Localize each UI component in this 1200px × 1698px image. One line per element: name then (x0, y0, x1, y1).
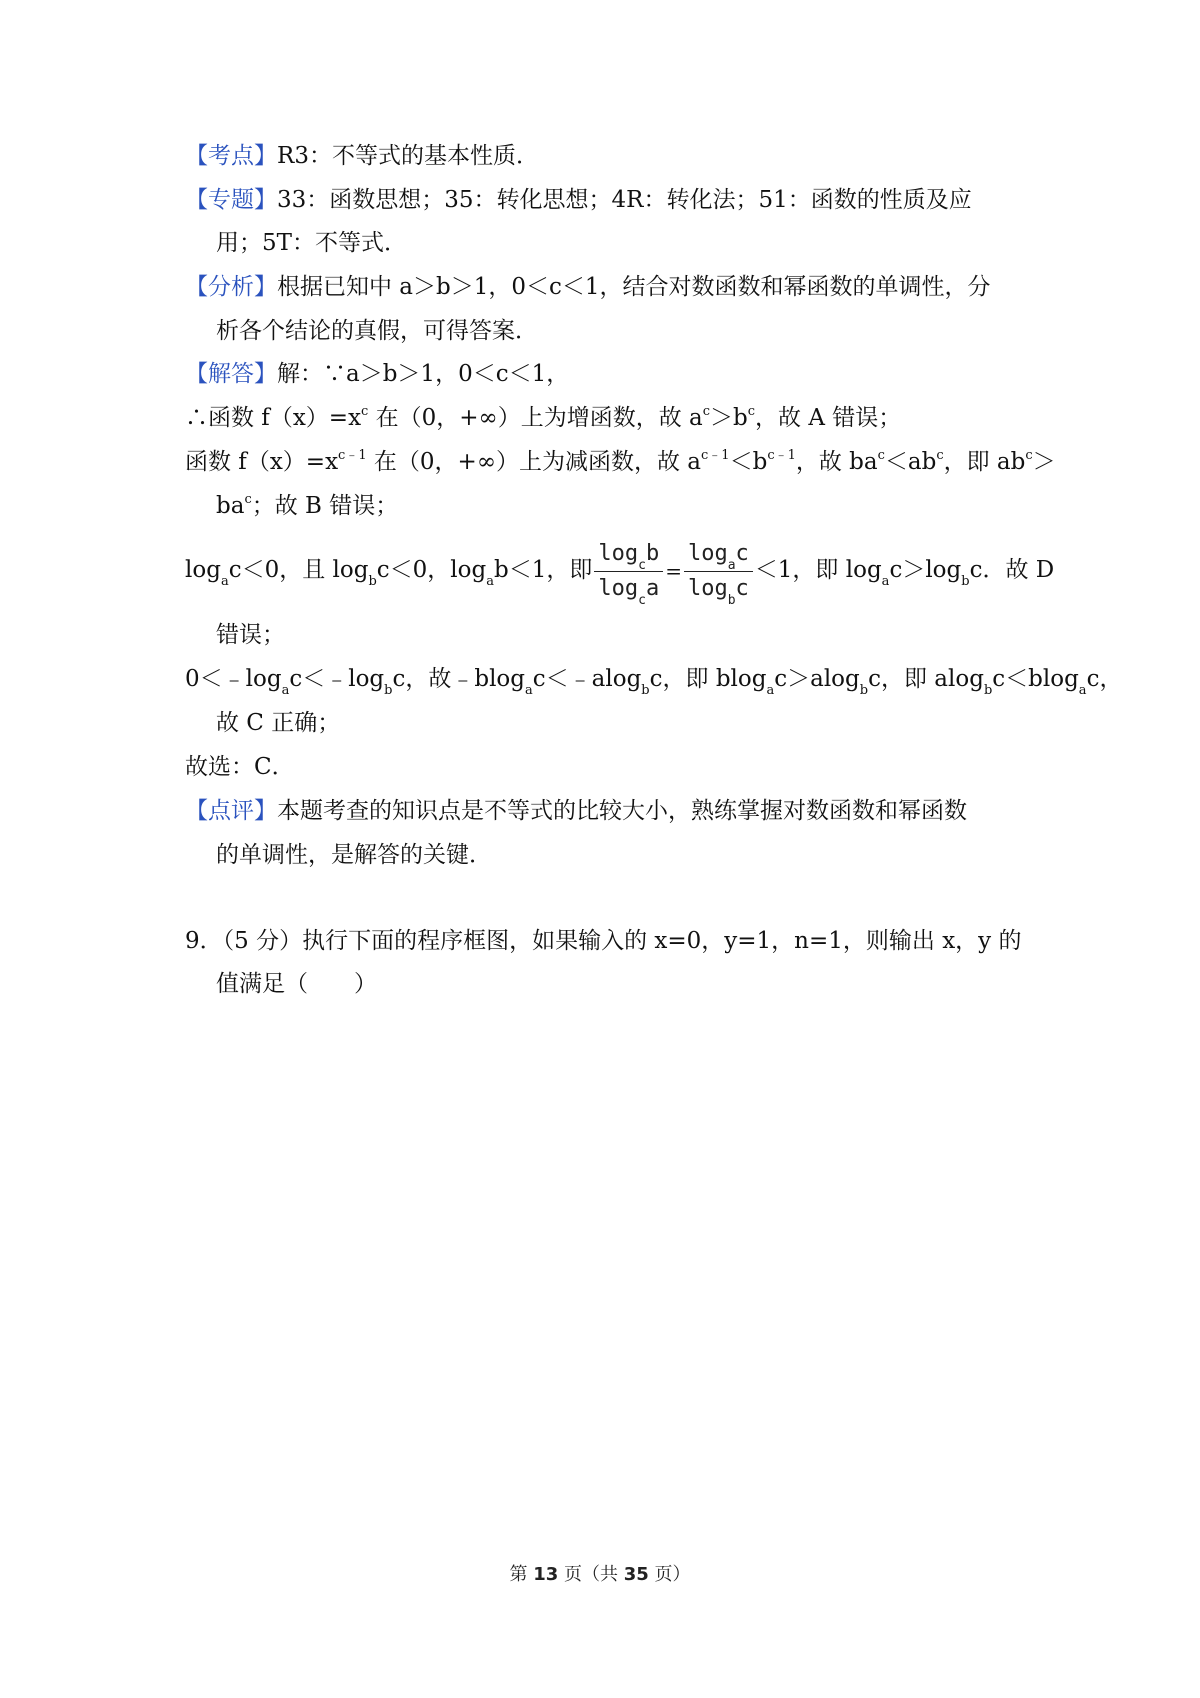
text-run: c，即 blog (649, 666, 767, 692)
kaodian-tag: 【考点】 (185, 143, 277, 169)
text-run: 0＜﹣log (185, 666, 282, 692)
text-run: ＜ab (884, 449, 937, 475)
total-pages: 35 (623, 1564, 649, 1585)
subscript: b (961, 573, 970, 589)
text-run: c， (1086, 666, 1123, 692)
superscript: c﹣1 (338, 448, 367, 464)
subscript: b (641, 682, 650, 698)
text-run: ＞b (710, 405, 748, 431)
text-run: c (735, 575, 749, 601)
text-run: 页） (648, 1564, 691, 1585)
text-run: c＜﹣log (289, 666, 385, 692)
text-run: 函数 f（x）=x (185, 449, 339, 475)
superscript: c (936, 448, 944, 464)
text-run: log (598, 540, 639, 566)
fraction-denominator (684, 572, 753, 606)
superscript: c (244, 492, 252, 508)
solution-line-a (185, 403, 1035, 433)
text-run: log (687, 540, 728, 566)
text-run: log (598, 575, 639, 601)
text-run: c＜0，且 log (228, 557, 369, 583)
subscript: a (220, 573, 229, 589)
solution-line-b-2 (216, 491, 1066, 521)
text-run: c＞alog (774, 666, 860, 692)
fraction-numerator (684, 537, 753, 572)
jieda-text: 解：∵a＞b＞1，0＜c＜1， (277, 361, 570, 387)
subscript: a (766, 682, 775, 698)
subscript: a (727, 557, 736, 573)
fenxi-text-1: 根据已知中 a＞b＞1，0＜c＜1，结合对数函数和幂函数的单调性，分 (277, 274, 991, 300)
dianping-line-2: 的单调性，是解答的关键． (216, 842, 492, 868)
solution-line-d-2: 错误； (216, 622, 285, 648)
subscript: a (1078, 682, 1087, 698)
fraction-logcb-over-logca (594, 537, 663, 606)
text-run: ，即 ab (943, 449, 1026, 475)
text-run: c．故 D (969, 557, 1055, 583)
fraction-logac-over-logbc (684, 537, 753, 606)
text-run: ，故 A 错误； (755, 405, 902, 431)
solution-line-b (185, 447, 1056, 477)
subscript: b (368, 573, 377, 589)
text-run: c，即 alog (868, 666, 984, 692)
subscript: c (638, 592, 646, 608)
text-run: log (185, 557, 221, 583)
text-run: c＜blog (992, 666, 1079, 692)
superscript: c﹣1 (767, 448, 796, 464)
subscript: b (384, 682, 393, 698)
equals-sign: = (665, 559, 682, 583)
superscript: c (1025, 448, 1033, 464)
subscript: a (486, 573, 495, 589)
text-run: 在（0，+∞）上为增函数，故 a (368, 405, 703, 431)
subscript: c (638, 557, 646, 573)
text-run: b＜1，即 (494, 557, 593, 583)
text-run: 第 (509, 1564, 534, 1585)
text-run: b (645, 540, 660, 566)
text-run: ＞ (1032, 449, 1056, 475)
fenxi-line (185, 272, 1035, 302)
dianping-line (185, 796, 1035, 826)
question-9-line-2: 值满足（ ） (216, 971, 377, 997)
text-run: c＜0，log (376, 557, 487, 583)
text-run: 页（共 (558, 1564, 624, 1585)
fenxi-tag: 【分析】 (185, 274, 277, 300)
question-9-line: 9．（5 分）执行下面的程序框图，如果输入的 x=0，y=1，n=1，则输出 x，y 的 (185, 928, 1022, 954)
superscript: c (702, 404, 711, 420)
superscript: c (877, 448, 885, 464)
jieda-line (185, 359, 1035, 389)
text-run: ＜b (729, 449, 768, 475)
fenxi-line-2: 析各个结论的真假，可得答案． (216, 318, 538, 344)
text-run: log (687, 575, 728, 601)
kaodian-line (185, 141, 1035, 171)
text-run: ＜1，即 log (754, 557, 882, 583)
zhuanti-text-1: 33：函数思想；35：转化思想；4R：转化法；51：函数的性质及应 (277, 187, 972, 213)
zhuanti-line (185, 185, 1035, 215)
subscript: b (727, 592, 736, 608)
text-run: c，故﹣blog (392, 666, 525, 692)
text-run: ；故 B 错误； (251, 493, 399, 519)
conclusion-line: 故选：C． (185, 754, 295, 780)
text-run: ba (216, 493, 245, 519)
page-number: 13 (533, 1564, 559, 1585)
zhuanti-tag: 【专题】 (185, 187, 277, 213)
kaodian-text: R3：不等式的基本性质． (277, 143, 539, 169)
superscript: c (747, 404, 756, 420)
solution-line-c (185, 664, 1123, 698)
zhuanti-line-2: 用；5T：不等式． (216, 230, 407, 256)
subscript: a (281, 682, 290, 698)
text-run: a (645, 575, 660, 601)
superscript: c﹣1 (701, 448, 730, 464)
dianping-tag: 【点评】 (185, 798, 277, 824)
subscript: b (859, 682, 869, 698)
jieda-tag: 【解答】 (185, 361, 277, 387)
text-run: ∴函数 f（x）=x (185, 405, 362, 431)
dianping-text-1: 本题考查的知识点是不等式的比较大小，熟练掌握对数函数和幂函数 (277, 798, 967, 824)
page-footer (0, 1560, 1200, 1586)
text-run: 在（0，+∞）上为减函数，故 a (366, 449, 702, 475)
fraction-numerator (594, 537, 663, 572)
subscript: b (983, 682, 993, 698)
text-run: c＜﹣alog (532, 666, 642, 692)
solution-line-c-2: 故 C 正确； (216, 710, 341, 736)
subscript: a (881, 573, 890, 589)
subscript: a (525, 682, 533, 698)
text-run: c (735, 540, 749, 566)
fraction-denominator (594, 572, 663, 606)
text-run: c＞log (889, 557, 962, 583)
superscript: c (361, 404, 369, 420)
text-run: ，故 ba (795, 449, 878, 475)
solution-line-d (185, 536, 1055, 608)
